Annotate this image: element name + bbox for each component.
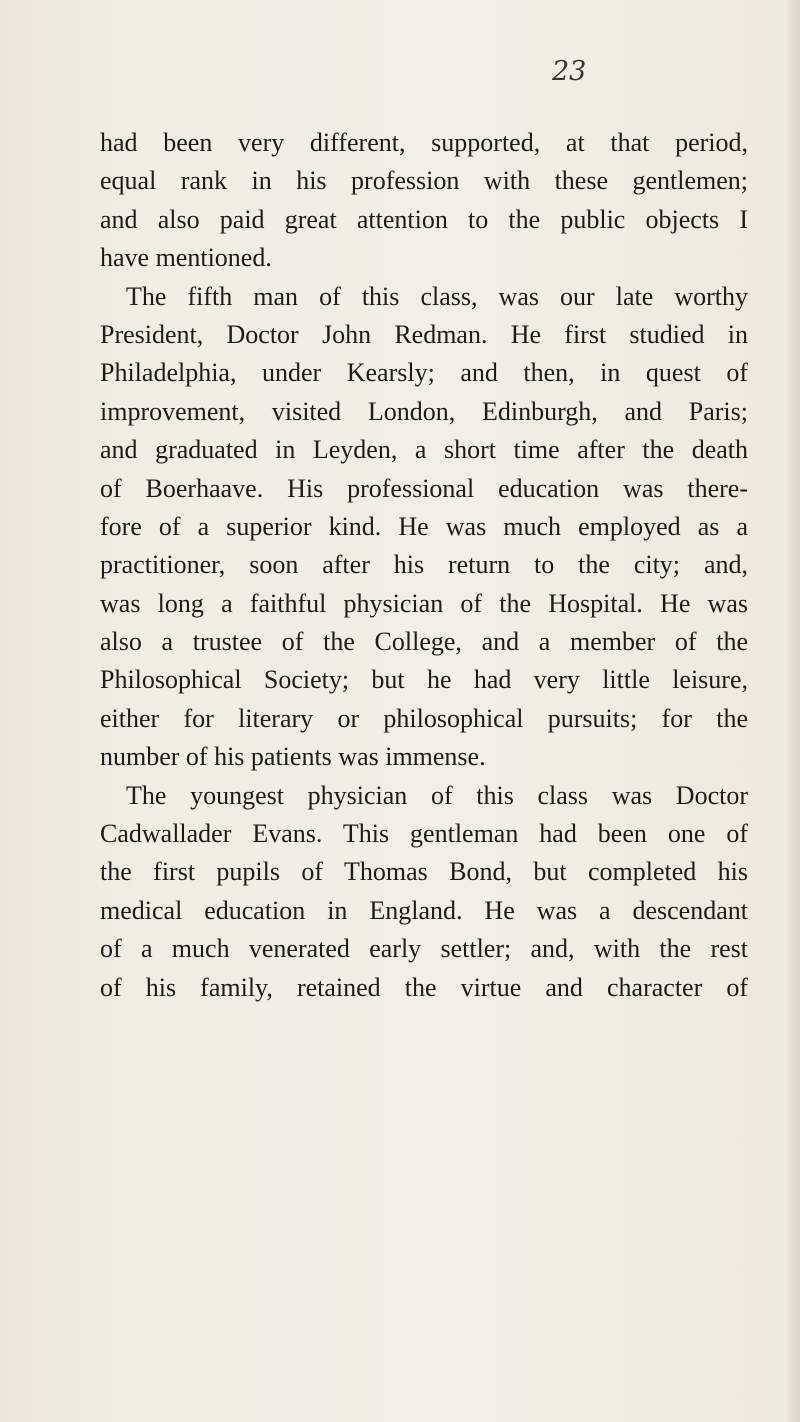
text-line: President, Doctor John Redman. He first studied in — [100, 319, 748, 349]
text-line: have mentioned. — [100, 243, 272, 273]
text-line: of his family, retained the virtue and character of — [100, 972, 748, 1002]
text-line: either for literary or philosophical pursuits; for the — [100, 703, 748, 733]
text-line: improvement, visited London, Edinburgh, and Paris; — [100, 396, 748, 426]
page-number: 23 — [552, 56, 587, 87]
text-line: of Boerhaave. His professional education was there- — [100, 473, 748, 503]
text-line: Philadelphia, under Kearsly; and then, in quest of — [100, 358, 748, 388]
text-line: the first pupils of Thomas Bond, but completed his — [100, 857, 748, 887]
text-line: also a trustee of the College, and a member of the — [100, 627, 748, 657]
body-text — [100, 124, 748, 1007]
page-edge-shadow — [786, 0, 800, 1422]
text-line: medical education in England. He was a descendant — [100, 895, 748, 925]
text-line: number of his patients was immense. — [100, 742, 486, 772]
text-line: had been very different, supported, at that period, — [100, 128, 748, 157]
text-line: equal rank in his profession with these gentlemen; — [100, 166, 748, 196]
text-line: and also paid great attention to the public objects I — [100, 204, 748, 234]
text-line: was long a faithful physician of the Hospital. He was — [100, 588, 748, 618]
text-line: Cadwallader Evans. This gentleman had been one of — [100, 819, 748, 849]
text-line: Philosophical Society; but he had very little leisure, — [100, 665, 748, 695]
text-line: practitioner, soon after his return to the city; and, — [100, 550, 748, 580]
text-line: The youngest physician of this class was Doctor — [126, 780, 748, 810]
text-line: and graduated in Leyden, a short time after the death — [100, 435, 748, 465]
text-line: fore of a superior kind. He was much employed as a — [100, 511, 748, 541]
text-line: The fifth man of this class, was our late worthy — [126, 281, 748, 311]
text-line: of a much venerated early settler; and, with the rest — [100, 934, 748, 964]
